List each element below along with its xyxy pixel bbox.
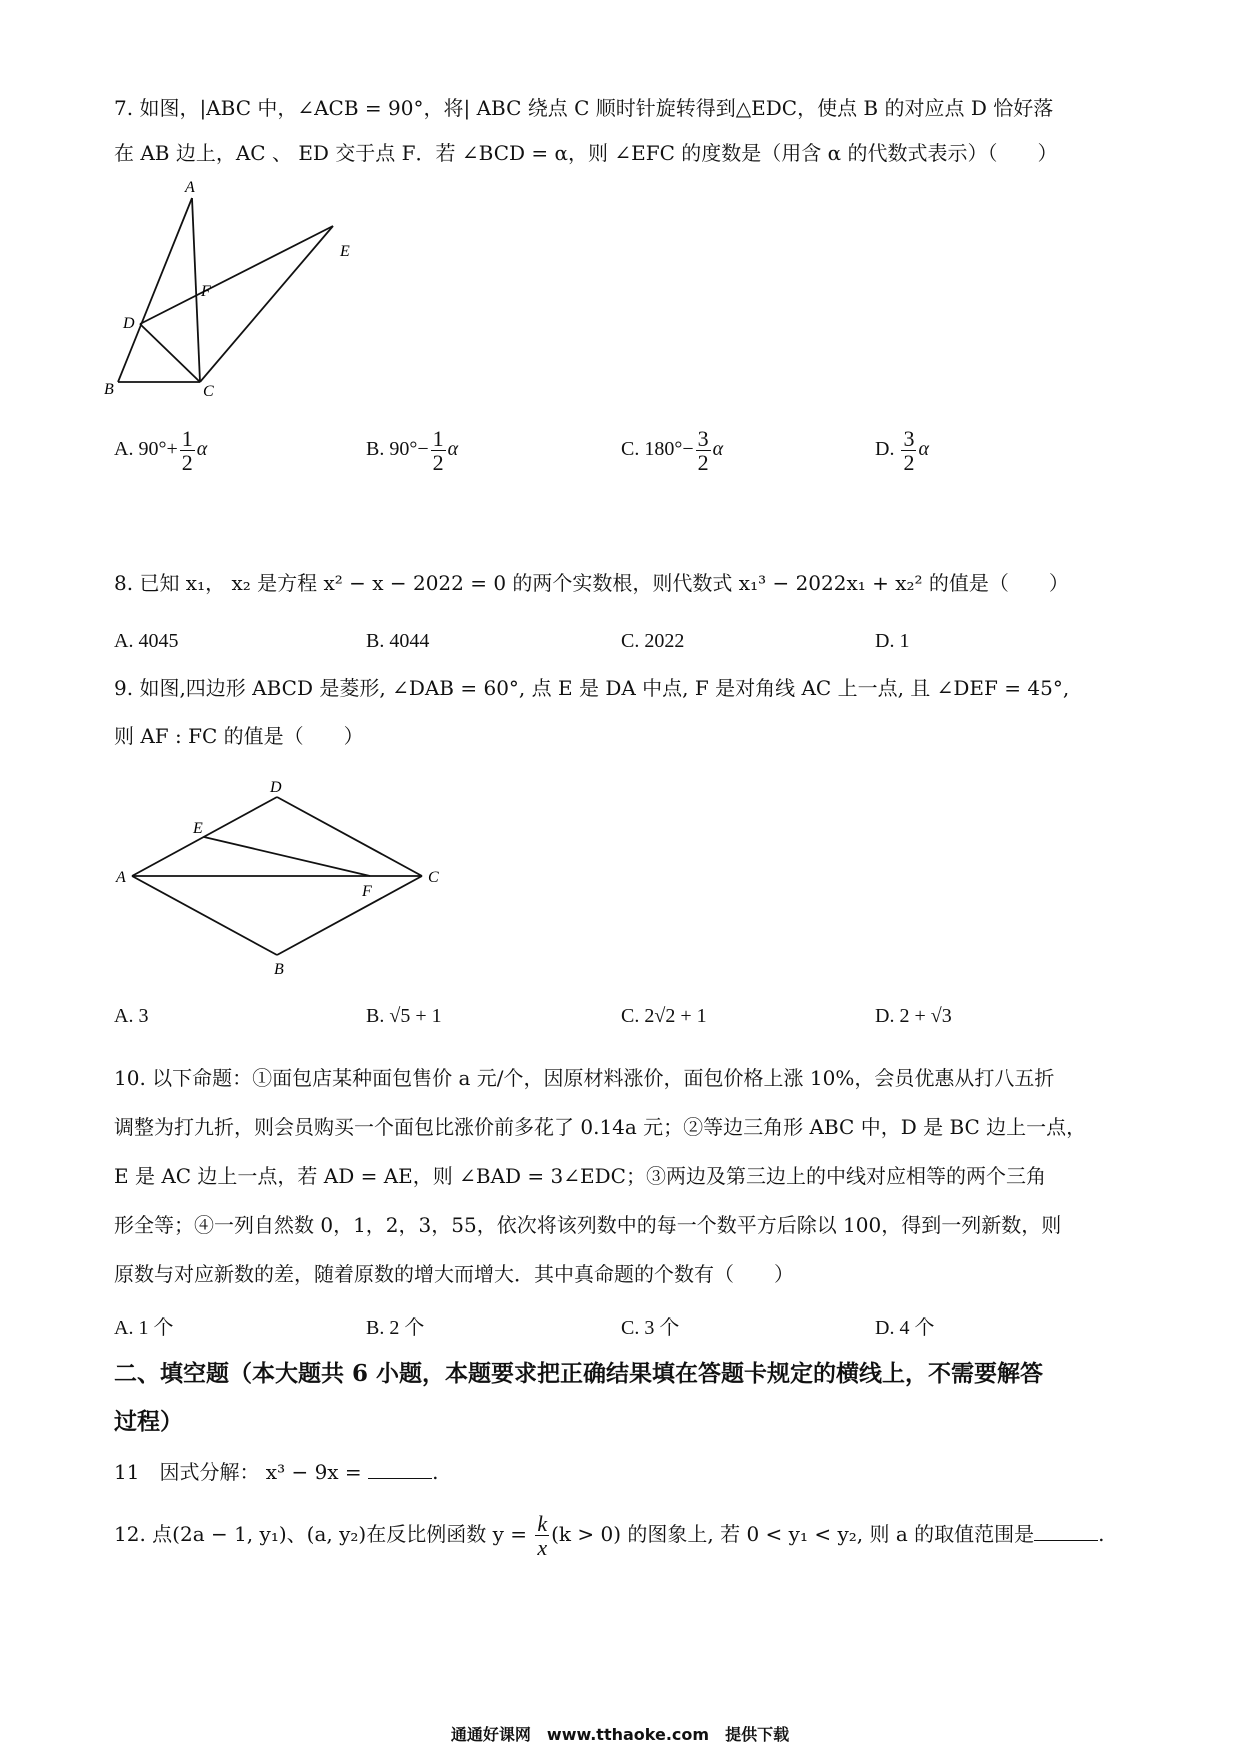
q9-stem-line1: 9. 如图,四边形 ABCD 是菱形, ∠DAB = 60°, 点 E 是 DA 中点, F 是对角线 AC 上一点, 且 ∠DEF = 45°,: [114, 676, 1070, 700]
q7-label-A: A: [185, 179, 195, 196]
q11-stem: 11 因式分解： x³ − 9x = .: [114, 1460, 439, 1484]
q10-option-c[interactable]: C. 3 个: [621, 1317, 680, 1339]
q7-seg-EC: [200, 226, 333, 382]
q8-option-b[interactable]: B. 4044: [366, 630, 430, 652]
q12-stem: 12. 点(2a − 1, y₁)、(a, y₂)在反比例函数 y = $\frac{k}{x}$ (k > 0) 的图象上, 若 0 < y₁ < y₂, 则 a 的取值范围是 .: [114, 1511, 1105, 1561]
q9-stem-line2: 则 AF : FC 的值是（ ）: [114, 724, 364, 748]
q8-option-c[interactable]: C. 2022: [621, 630, 685, 652]
q8-option-d[interactable]: D. 1: [875, 630, 910, 652]
q10-stem-line4: 形全等；④一列自然数 0，1，2，3，55，依次将该列数中的每一个数平方后除以 100，得到一列新数，则: [114, 1213, 1062, 1237]
q7-seg-AC: [192, 198, 200, 382]
q10-stem-line1: 10. 以下命题：①面包店某种面包售价 a 元/个，因原材料涨价，面包价格上涨 10%，会员优惠从打八五折: [114, 1066, 1055, 1090]
q9-option-b[interactable]: B. √5 + 1: [366, 1005, 442, 1027]
q9-option-a[interactable]: A. 3: [114, 1005, 149, 1027]
q9-seg-DC: [277, 797, 422, 876]
q7-stem-line1: 7. 如图，|ABC 中，∠ACB = 90°，将| ABC 绕点 C 顺时针旋转得到△EDC，使点 B 的对应点 D 恰好落: [114, 96, 1054, 120]
q10-stem-line2: 调整为打九折，则会员购买一个面包比涨价前多花了 0.14a 元；②等边三角形 ABC 中，D 是 BC 边上一点，: [114, 1115, 1087, 1139]
q9-seg-EF: [204, 837, 370, 876]
q12-text-after: (k > 0) 的图象上, 若 0 < y₁ < y₂, 则 a 的取值范围是: [551, 1522, 1035, 1547]
q7-stem-line2: 在 AB 边上，AC 、 ED 交于点 F．若 ∠BCD = α，则 ∠EFC 的度数是（用含 α 的代数式表示）（ ）: [114, 141, 1058, 165]
q9-seg-BA: [132, 876, 277, 955]
section2-heading-line1: 二、填空题（本大题共 6 小题，本题要求把正确结果填在答题卡规定的横线上，不需要解答: [114, 1360, 1044, 1387]
q7-option-c[interactable]: C. 180°− $\frac{3}{2}$ α: [621, 426, 724, 476]
q9-label-B: B: [274, 961, 284, 978]
q9-label-C: C: [428, 869, 439, 886]
section2-heading-line2: 过程）: [114, 1408, 183, 1435]
q7-option-a[interactable]: A. 90°+ $\frac{1}{2}$ α: [114, 426, 208, 476]
q7-label-B: B: [104, 381, 114, 398]
q7-option-b[interactable]: B. 90°− $\frac{1}{2}$ α: [366, 426, 459, 476]
q11-answer-blank[interactable]: [368, 1460, 432, 1479]
q7-figure: [100, 178, 380, 408]
q9-option-c[interactable]: C. 2√2 + 1: [621, 1005, 707, 1027]
q7-seg-DC: [140, 324, 200, 382]
q10-option-a[interactable]: A. 1 个: [114, 1317, 174, 1339]
q12-text-before: 12. 点(2a − 1, y₁)、(a, y₂)在反比例函数 y =: [114, 1522, 534, 1547]
q7-label-C: C: [203, 383, 214, 400]
q9-label-A: A: [116, 869, 126, 886]
q9-option-d[interactable]: D. 2 + √3: [875, 1005, 952, 1027]
q12-frac-den: x: [537, 1535, 548, 1561]
q7-label-F: F: [201, 283, 211, 300]
q10-stem-line5: 原数与对应新数的差，随着原数的增大而增大．其中真命题的个数有（ ）: [114, 1262, 794, 1286]
q12-frac-num: k: [537, 1511, 548, 1536]
q9-figure: [110, 778, 460, 978]
q11-text: 11 因式分解： x³ − 9x =: [114, 1460, 369, 1484]
q8-stem: 8. 已知 x₁， x₂ 是方程 x² − x − 2022 = 0 的两个实数根，则代数式 x₁³ − 2022x₁ + x₂² 的值是（ ）: [114, 571, 1069, 595]
q7-seg-DE: [140, 226, 333, 324]
q7-label-E: E: [340, 243, 350, 260]
q9-label-E: E: [193, 820, 203, 837]
q10-stem-line3: E 是 AC 边上一点，若 AD = AE，则 ∠BAD = 3∠EDC；③两边及第三边上的中线对应相等的两个三角: [114, 1164, 1046, 1188]
q10-option-b[interactable]: B. 2 个: [366, 1317, 425, 1339]
q9-seg-CB: [277, 876, 422, 955]
q9-label-F: F: [362, 883, 372, 900]
q7-option-d[interactable]: D. $\frac{3}{2}$ α: [875, 426, 929, 476]
q7-seg-AB: [118, 198, 192, 382]
q12-answer-blank[interactable]: [1034, 1522, 1098, 1541]
q7-label-D: D: [123, 315, 135, 332]
q9-label-D: D: [270, 779, 282, 796]
q10-option-d[interactable]: D. 4 个: [875, 1317, 935, 1339]
q8-option-a[interactable]: A. 4045: [114, 630, 179, 652]
page-footer: 通通好课网 www.tthaoke.com 提供下载: [450, 1725, 790, 1744]
